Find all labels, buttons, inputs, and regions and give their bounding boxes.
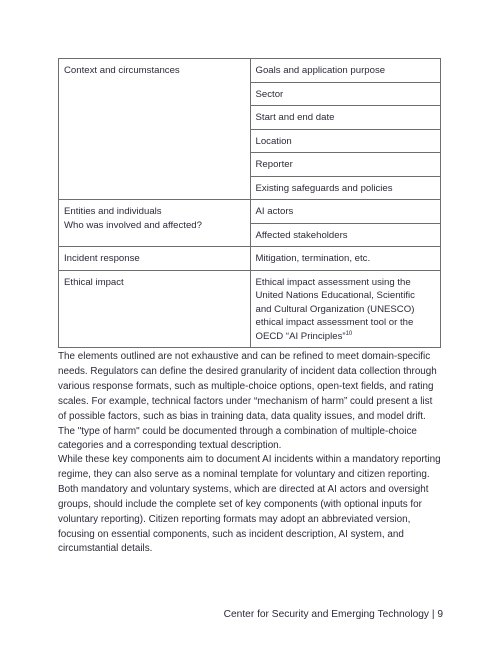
component-line-last [256,330,436,344]
page-footer: Center for Security and Emerging Technology | 9 [223,609,443,620]
component-cell: Mitigation, termination, etc. [250,247,441,271]
component-cell: AI actors [250,200,441,224]
component-cell [250,270,441,348]
body-paragraph: The elements outlined are not exhaustive and can be refined to meet domain-specific needs. Regulators can define the desired granularity of incident data collection through various response formats, such as multiple-choice options, open-text fields, and rating scales. For example, technical factors under “mechanism of harm” could present a list of possible factors, such as bias in training data, data quality issues, and model drift. The "type of harm" could be documented through a combination of multiple-choice categories and a corresponding textual description. [58,351,437,452]
table-row [59,247,441,271]
component-cell: Goals and application purpose [250,59,441,83]
component-line: OECD “AI Principles” [255,330,346,342]
category-label: Incident response [64,253,140,264]
component-line: United Nations Educational, Scientific [255,290,415,301]
component-line: and Cultural Organization (UNESCO) [255,303,415,315]
category-cell-ethical [59,270,251,348]
category-cell-context [59,59,251,200]
body-paragraph: While these key components aim to document AI incidents within a mandatory reporting regime, they can also serve as a nominal template for voluntary and citizen reporting. Both mandatory and voluntary systems, which are directed at AI actors and oversight groups, should include the complete set of key components (with optional inputs for voluntary reporting). Citizen reporting formats may adopt an abbreviated version, focusing on essential components, such as incident description, AI system, and circumstantial details. [58,454,441,555]
component-cell: Existing safeguards and policies [250,176,441,200]
component-cell: Reporter [250,153,441,177]
key-components-table [58,58,441,348]
category-question: Who was involved and affected? [64,219,202,231]
table-row [59,200,441,224]
category-label: Context and circumstances [64,65,180,76]
component-cell: Start and end date [250,106,441,130]
table-row [59,59,441,83]
component-cell: Affected stakeholders [250,223,441,247]
category-label: Ethical impact [64,276,124,288]
category-cell-entities [59,200,251,247]
component-line: Ethical impact assessment using the [255,276,411,288]
component-cell: Location [250,129,441,153]
category-cell-response [59,247,251,271]
footnote-marker[interactable]: 10 [345,330,353,337]
category-label: Entities and individuals [64,206,162,217]
table-row [59,270,441,348]
component-line: ethical impact assessment tool or the [255,317,414,328]
component-cell: Sector [250,82,441,106]
